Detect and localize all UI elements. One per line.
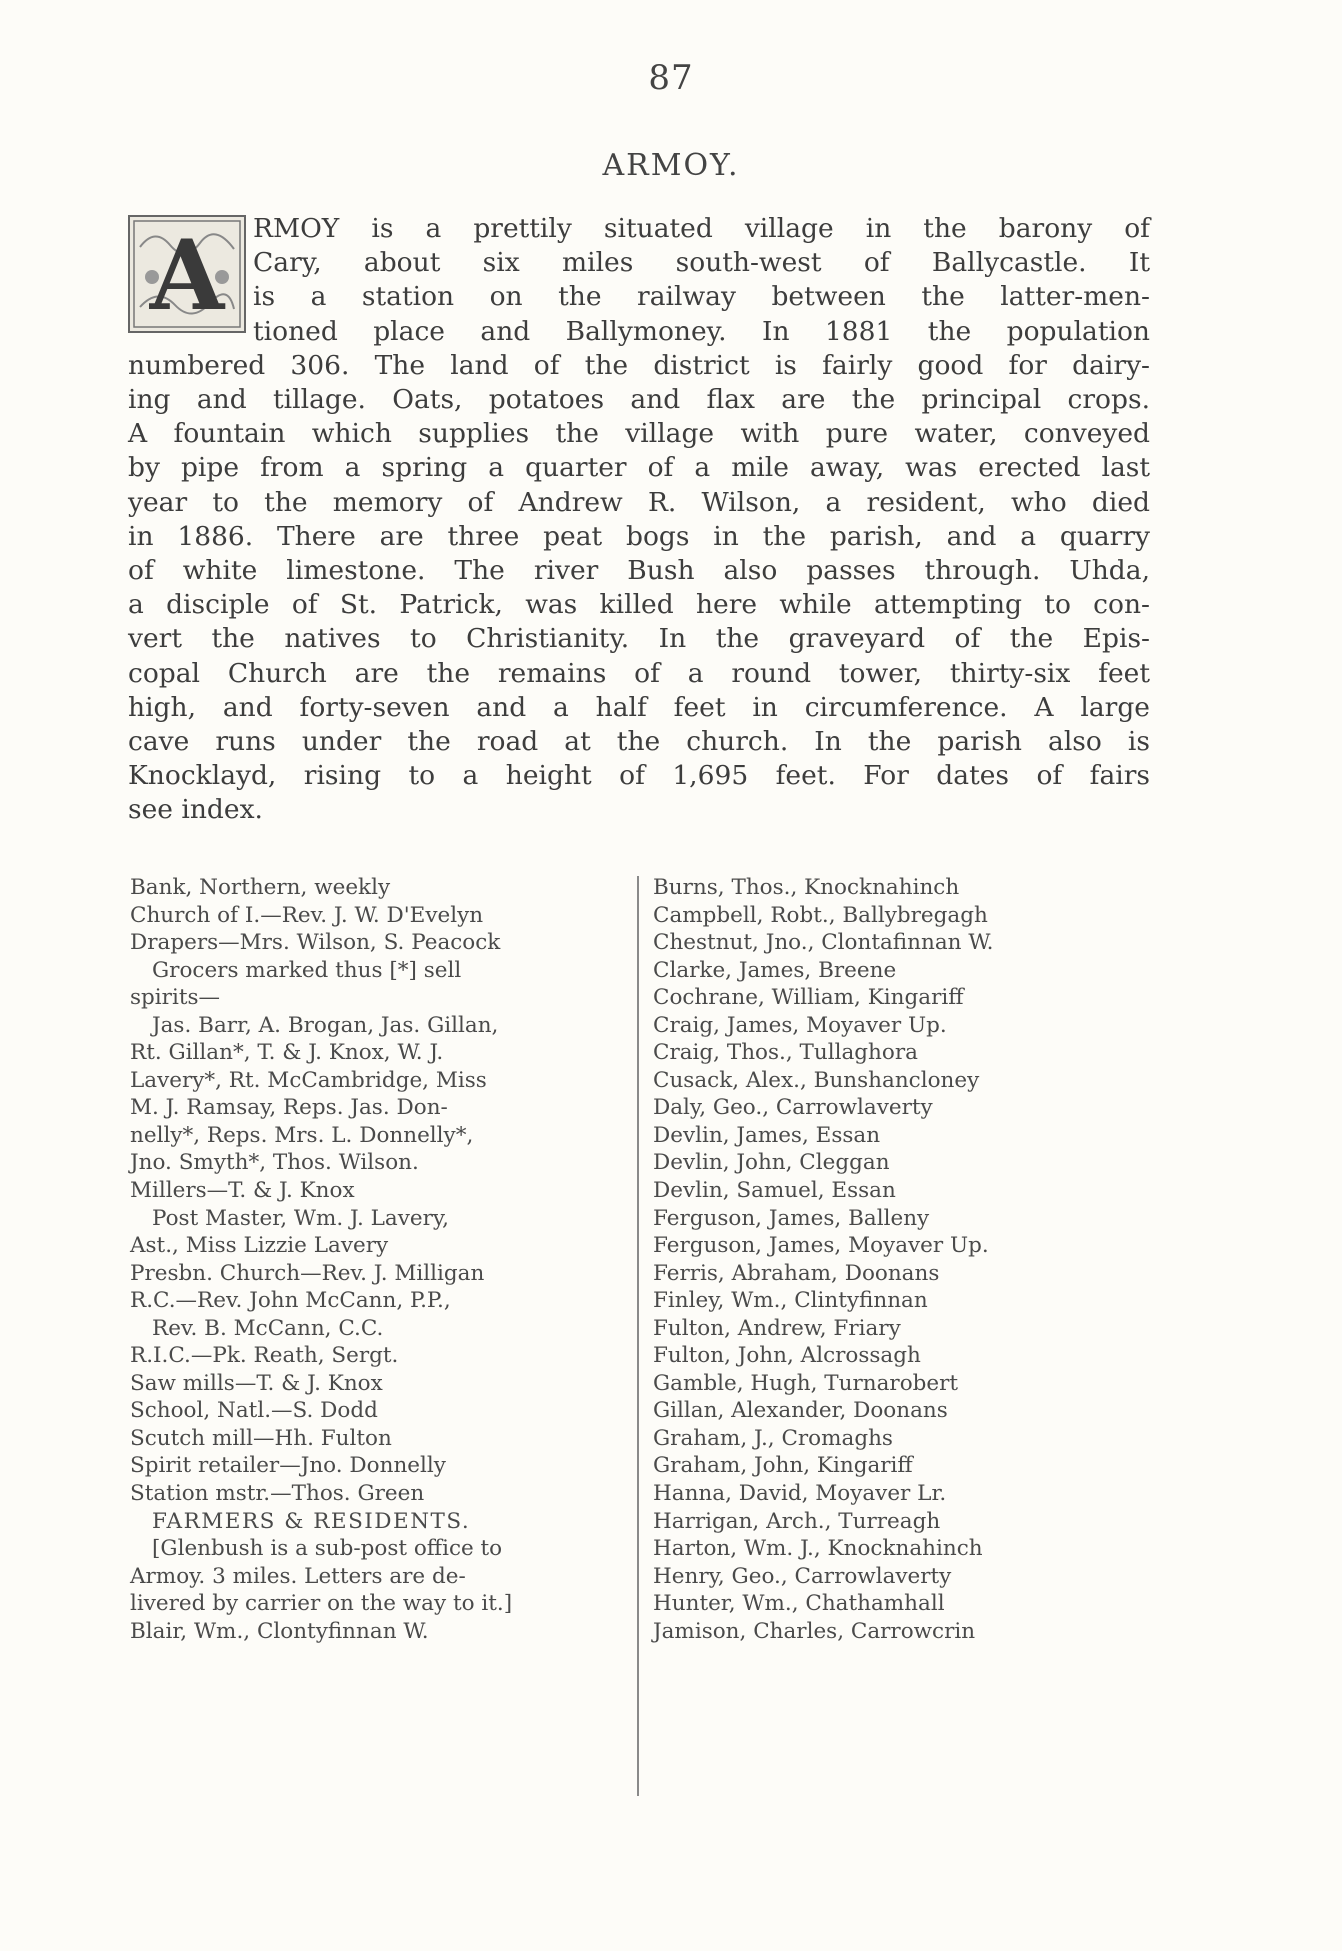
directory-note: [Glenbush is a sub-post office to — [152, 1536, 503, 1562]
intro-line: RMOY is a prettily situated village in the barony of — [253, 213, 1150, 244]
column-divider — [637, 876, 639, 1796]
directory-entry: Devlin, John, Cleggan — [653, 1150, 890, 1176]
directory-entry: Devlin, Samuel, Essan — [653, 1178, 896, 1204]
intro-line: see index. — [128, 794, 263, 826]
intro-line: in 1886. There are three peat bogs in the parish, and a quarry — [128, 520, 1150, 552]
directory-entry: Spirit retailer—Jno. Donnelly — [130, 1453, 446, 1479]
directory-entry: Station mstr.—Thos. Green — [130, 1481, 425, 1507]
drop-cap-letter: A — [149, 219, 225, 331]
directory-entry: Drapers—Mrs. Wilson, S. Peacock — [130, 930, 501, 956]
directory-entry: nelly*, Reps. Mrs. L. Donnelly*, — [130, 1122, 474, 1148]
intro-line: numbered 306. The land of the district is fairly good for dairy- — [128, 349, 1150, 381]
page-number: 87 — [648, 58, 694, 98]
intro-line: Cary, about six miles south-west of Ballycastle. It — [253, 247, 1150, 279]
directory-entry: Ferris, Abraham, Doonans — [653, 1260, 940, 1286]
directory-entry: Harton, Wm. J., Knocknahinch — [653, 1536, 983, 1562]
directory-entry: Jno. Smyth*, Thos. Wilson. — [130, 1150, 419, 1176]
directory-entry: School, Natl.—S. Dodd — [130, 1398, 378, 1424]
directory-entry: Rev. B. McCann, C.C. — [152, 1315, 384, 1341]
directory-entry: Gillan, Alexander, Doonans — [653, 1398, 948, 1424]
section-heading: FARMERS & RESIDENTS. — [152, 1508, 471, 1534]
directory-entry: Bank, Northern, weekly — [130, 875, 391, 900]
directory-entry: R.C.—Rev. John McCann, P.P., — [130, 1288, 451, 1314]
directory-entry: Fulton, Andrew, Friary — [653, 1315, 901, 1341]
intro-line: copal Church are the remains of a round tower, thirty-six feet — [128, 657, 1150, 689]
directory-entry: Cochrane, William, Kingariff — [653, 985, 964, 1011]
directory-right-column — [653, 874, 1123, 1645]
directory-entry: Clarke, James, Breene — [653, 957, 897, 983]
directory-entry: Graham, J., Cromaghs — [653, 1425, 893, 1451]
directory-entry: Finley, Wm., Clintyfinnan — [653, 1288, 928, 1314]
intro-line: a disciple of St. Patrick, was killed here while attempting to con- — [128, 589, 1150, 621]
intro-line: of white limestone. The river Bush also passes through. Uhda, — [128, 555, 1150, 587]
directory-entry: Grocers marked thus [*] sell — [152, 957, 462, 983]
directory-entry: Post Master, Wm. J. Lavery, — [152, 1205, 450, 1231]
intro-line: high, and forty-seven and a half feet in circumference. A large — [128, 691, 1150, 723]
directory-entry: Graham, John, Kingariff — [653, 1453, 913, 1479]
directory-entry: Ferguson, James, Balleny — [653, 1205, 930, 1231]
intro-line: cave runs under the road at the church. In the parish also is — [128, 726, 1150, 758]
directory-entry: Burns, Thos., Knocknahinch — [653, 875, 960, 900]
directory-entry: Presbn. Church—Rev. J. Milligan — [130, 1260, 485, 1286]
directory-note: livered by carrier on the way to it.] — [130, 1591, 513, 1617]
intro-line: is a station on the railway between the latter-men- — [253, 281, 1150, 313]
directory-entry: Hanna, David, Moyaver Lr. — [653, 1481, 947, 1507]
directory-entry: Saw mills—T. & J. Knox — [130, 1370, 383, 1396]
directory-entry: Daly, Geo., Carrowlaverty — [653, 1095, 933, 1121]
intro-paragraph — [128, 212, 1150, 828]
directory-entry: Gamble, Hugh, Turnarobert — [653, 1370, 959, 1396]
directory-entry: Chestnut, Jno., Clontafinnan W. — [653, 930, 994, 956]
page-title: ARMOY. — [602, 148, 740, 183]
directory-entry: Henry, Geo., Carrowlaverty — [653, 1563, 952, 1589]
directory-entry: spirits— — [130, 985, 220, 1011]
directory-entry: Scutch mill—Hh. Fulton — [130, 1425, 392, 1451]
directory-entry: Ferguson, James, Moyaver Up. — [653, 1233, 989, 1259]
directory-entry: Lavery*, Rt. McCambridge, Miss — [130, 1067, 487, 1093]
directory-entry: Devlin, James, Essan — [653, 1122, 881, 1148]
directory-entry: Jas. Barr, A. Brogan, Jas. Gillan, — [152, 1012, 499, 1038]
intro-line: Knocklayd, rising to a height of 1,695 feet. For dates of fairs — [128, 760, 1150, 792]
intro-line: ing and tillage. Oats, potatoes and flax are the principal crops. — [128, 384, 1150, 416]
intro-line: tioned place and Ballymoney. In 1881 the population — [253, 315, 1150, 347]
directory-entry: Church of I.—Rev. J. W. D'Evelyn — [130, 902, 484, 928]
directory-entry: Fulton, John, Alcrossagh — [653, 1343, 921, 1369]
directory-entry: Ast., Miss Lizzie Lavery — [130, 1233, 389, 1259]
directory-note: Armoy. 3 miles. Letters are de- — [130, 1563, 466, 1589]
directory-entry: R.I.C.—Pk. Reath, Sergt. — [130, 1343, 399, 1369]
directory-entry: Jamison, Charles, Carrowcrin — [653, 1618, 976, 1644]
directory-entry: Blair, Wm., Clontyfinnan W. — [130, 1618, 429, 1644]
directory-entry: M. J. Ramsay, Reps. Jas. Don- — [130, 1095, 448, 1121]
directory-left-column — [130, 874, 630, 1645]
intro-line: year to the memory of Andrew R. Wilson, a resident, who died — [128, 486, 1150, 518]
directory-entry: Millers—T. & J. Knox — [130, 1178, 355, 1204]
directory-entry: Craig, Thos., Tullaghora — [653, 1040, 918, 1066]
directory-entry: Harrigan, Arch., Turreagh — [653, 1508, 941, 1534]
intro-line: vert the natives to Christianity. In the graveyard of the Epis- — [128, 623, 1150, 655]
intro-line: by pipe from a spring a quarter of a mile away, was erected last — [128, 452, 1150, 484]
directory-entry: Craig, James, Moyaver Up. — [653, 1012, 947, 1038]
directory-entry: Rt. Gillan*, T. & J. Knox, W. J. — [130, 1040, 444, 1066]
directory-entry: Campbell, Robt., Ballybregagh — [653, 902, 988, 928]
intro-line: A fountain which supplies the village with pure water, conveyed — [128, 418, 1150, 450]
directory-entry: Cusack, Alex., Bunshancloney — [653, 1067, 980, 1093]
directory-entry: Hunter, Wm., Chathamhall — [653, 1591, 945, 1617]
